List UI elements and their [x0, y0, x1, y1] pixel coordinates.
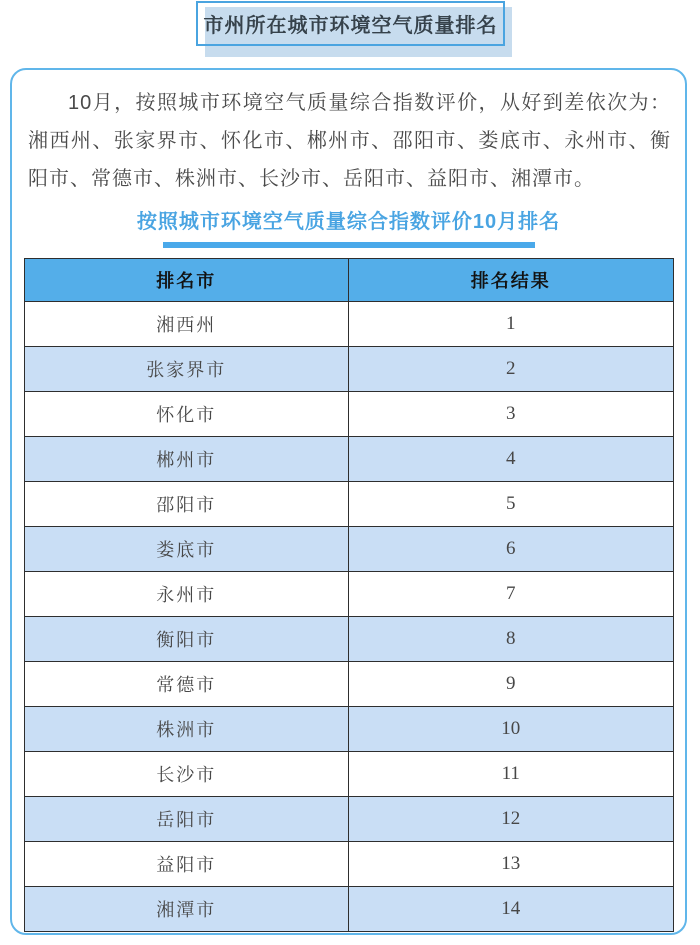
subtitle-underline-bar — [163, 242, 535, 248]
city-cell: 永州市 — [24, 572, 349, 617]
table-row — [24, 797, 673, 842]
city-cell: 株洲市 — [24, 707, 349, 752]
title-badge — [196, 0, 514, 58]
title-badge-frame — [196, 1, 505, 46]
rank-cell: 4 — [349, 437, 674, 482]
city-cell: 常德市 — [24, 662, 349, 707]
table-row — [24, 752, 673, 797]
page-title: 市州所在城市环境空气质量排名 — [203, 15, 498, 37]
header-city: 排名市 — [24, 259, 349, 302]
table-row — [24, 347, 673, 392]
city-cell: 长沙市 — [24, 752, 349, 797]
table-row — [24, 572, 673, 617]
rank-cell: 12 — [349, 797, 674, 842]
city-cell: 衡阳市 — [24, 617, 349, 662]
city-cell: 邵阳市 — [24, 482, 349, 527]
table-row — [24, 842, 673, 887]
rank-cell: 13 — [349, 842, 674, 887]
city-cell: 娄底市 — [24, 527, 349, 572]
city-cell: 岳阳市 — [24, 797, 349, 842]
rank-cell: 11 — [349, 752, 674, 797]
content-card — [10, 68, 687, 935]
city-cell: 怀化市 — [24, 392, 349, 437]
table-row — [24, 482, 673, 527]
table-row — [24, 707, 673, 752]
rank-table-body — [24, 302, 673, 932]
rank-cell: 3 — [349, 392, 674, 437]
city-cell: 湘潭市 — [24, 887, 349, 932]
rank-cell: 1 — [349, 302, 674, 347]
city-cell: 郴州市 — [24, 437, 349, 482]
table-row — [24, 662, 673, 707]
rank-cell: 6 — [349, 527, 674, 572]
table-row — [24, 617, 673, 662]
table-row — [24, 527, 673, 572]
city-cell: 张家界市 — [24, 347, 349, 392]
table-row — [24, 437, 673, 482]
table-row — [24, 302, 673, 347]
rank-cell: 7 — [349, 572, 674, 617]
header-rank: 排名结果 — [349, 259, 674, 302]
rank-cell: 10 — [349, 707, 674, 752]
table-row — [24, 392, 673, 437]
ranking-table — [24, 258, 674, 932]
rank-cell: 8 — [349, 617, 674, 662]
rank-cell: 14 — [349, 887, 674, 932]
city-cell: 益阳市 — [24, 842, 349, 887]
rank-cell: 9 — [349, 662, 674, 707]
city-cell: 湘西州 — [24, 302, 349, 347]
rank-cell: 2 — [349, 347, 674, 392]
table-subtitle: 按照城市环境空气质量综合指数评价10月排名 — [136, 211, 561, 233]
header-row — [24, 259, 673, 302]
intro-paragraph: 10月，按照城市环境空气质量综合指数评价，从好到差依次为：湘西州、张家界市、怀化市、郴州市、邵阳市、娄底市、永州市、衡阳市、常德市、株洲市、长沙市、岳阳市、益阳市、湘潭市。 — [28, 92, 671, 190]
ranking-table-head — [24, 259, 673, 302]
rank-cell: 5 — [349, 482, 674, 527]
table-row — [24, 887, 673, 932]
